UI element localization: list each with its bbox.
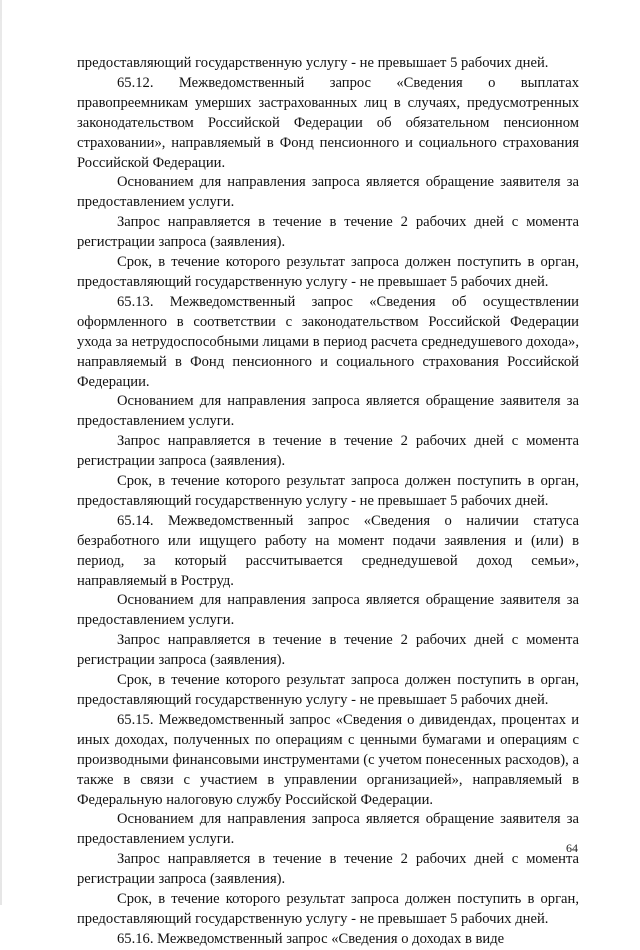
paragraph-item-65-16: 65.16. Межведомственный запрос «Сведения о доходах в виде: [117, 930, 505, 947]
paragraph-basis: Основанием для направления запроса является обращение заявителя за предоставлением услуги.: [77, 174, 579, 211]
paragraph-basis: Основанием для направления запроса является обращение заявителя за предоставлением услуги.: [77, 811, 579, 848]
paragraph-item-65-14: 65.14. Межведомственный запрос «Сведения о наличии статуса безработного или ищущего работу на момент подачи заявления и (или) в период, за который рассчитывается среднедушевой доход семьи», направляемый в Роструд.: [77, 512, 579, 589]
paragraph-basis: Основанием для направления запроса является обращение заявителя за предоставлением услуги.: [77, 592, 579, 629]
paragraph-item-65-15: 65.15. Межведомственный запрос «Сведения о дивидендах, процентах и иных доходах, полученных по операциям с ценными бумагами и операциям с производными финансовыми инструментами (с учетом понесенных расходов), а также в связи с участием в управлении организацией», направляемый в Федеральную налоговую службу Российской Федерации.: [77, 711, 579, 808]
paragraph-result-deadline: Срок, в течение которого результат запроса должен поступить в орган, предоставляющий государственную услугу - не превышает 5 рабочих дней.: [77, 254, 579, 290]
paragraph-item-65-13: 65.13. Межведомственный запрос «Сведения об осуществлении оформленного в соответствии с законодательством Российской Федерации ухода за нетрудоспособными лицами в период расчета среднедушевого дохода», направляемый в Фонд пенсионного и социального страхования Российской Федерации.: [77, 293, 579, 390]
paragraph-request-timing: Запрос направляется в течение в течение 2 рабочих дней с момента регистрации запроса (заявления).: [77, 632, 579, 669]
paragraph-request-timing: Запрос направляется в течение в течение 2 рабочих дней с момента регистрации запроса (заявления).: [77, 851, 579, 888]
paragraph-result-deadline: Срок, в течение которого результат запроса должен поступить в орган, предоставляющий государственную услугу - не превышает 5 рабочих дней.: [77, 672, 579, 708]
paragraph-request-timing: Запрос направляется в течение в течение 2 рабочих дней с момента регистрации запроса (заявления).: [77, 433, 579, 470]
document-body: [77, 54, 579, 950]
paragraph-continuation: предоставляющий государственную услугу - не превышает 5 рабочих дней.: [77, 55, 549, 71]
paragraph-result-deadline: Срок, в течение которого результат запроса должен поступить в орган, предоставляющий государственную услугу - не превышает 5 рабочих дней.: [77, 473, 579, 509]
scan-edge: [0, 0, 2, 905]
paragraph-basis: Основанием для направления запроса является обращение заявителя за предоставлением услуги.: [77, 393, 579, 430]
paragraph-result-deadline: Срок, в течение которого результат запроса должен поступить в орган, предоставляющий государственную услугу - не превышает 5 рабочих дней.: [77, 891, 579, 927]
paragraph-request-timing: Запрос направляется в течение в течение 2 рабочих дней с момента регистрации запроса (заявления).: [77, 214, 579, 251]
page-number: 64: [566, 841, 578, 855]
paragraph-item-65-12: 65.12. Межведомственный запрос «Сведения о выплатах правопреемникам умерших застрахованных лиц в случаях, предусмотренных законодательством Российской Федерации об обязательном пенсионном страховании», направляемый в Фонд пенсионного и социального страхования Российской Федерации.: [77, 74, 579, 171]
